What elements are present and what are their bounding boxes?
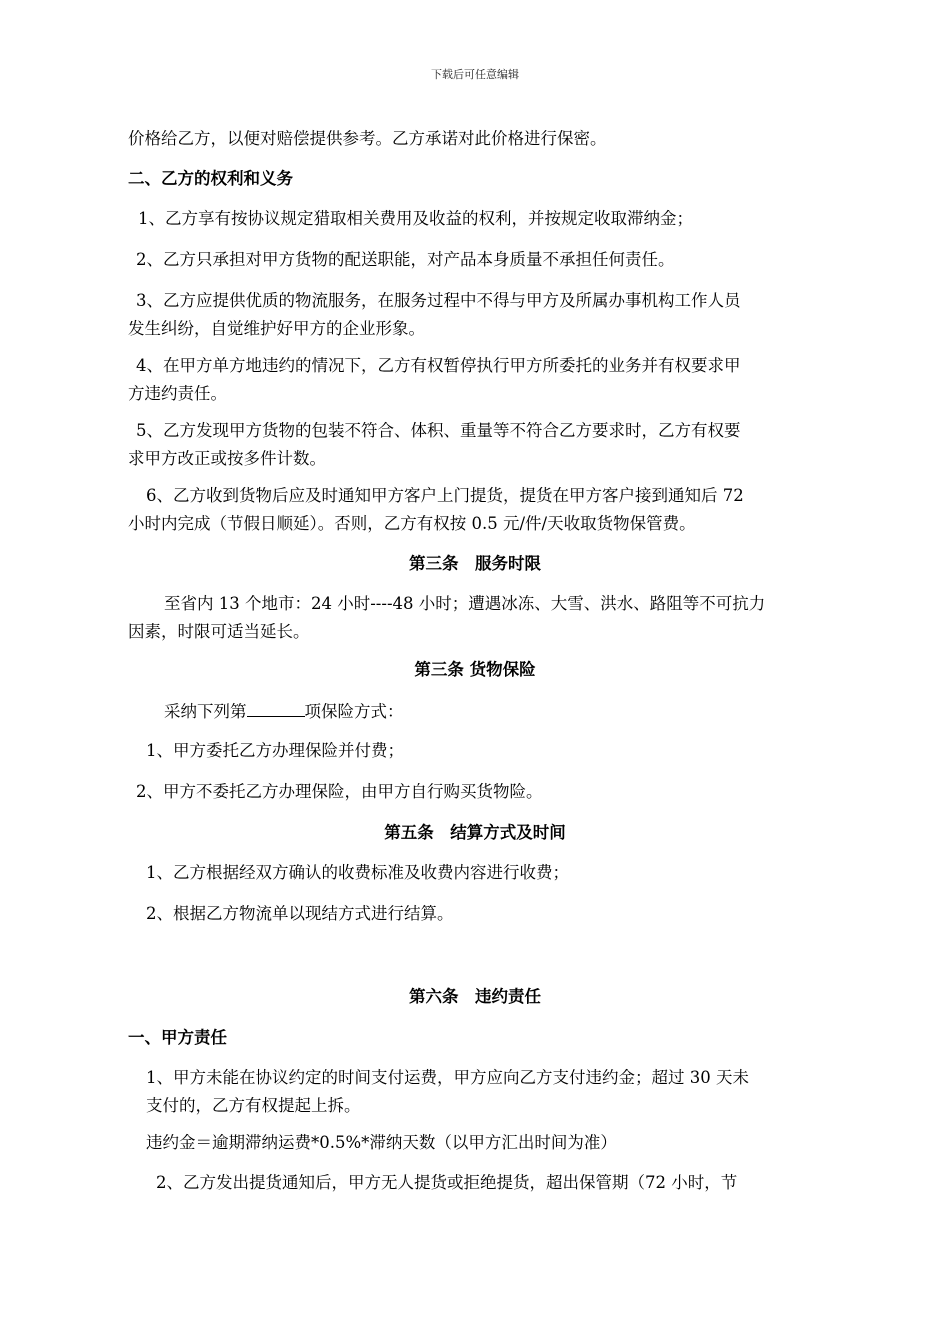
- list-item: 2、乙方只承担对甲方货物的配送职能，对产品本身质量不承担任何责任。: [136, 250, 675, 269]
- list-item: 1、乙方根据经双方确认的收费标准及收费内容进行收费；: [146, 863, 569, 882]
- section-heading: 二、乙方的权利和义务: [128, 169, 293, 188]
- list-item-continuation: 发生纠纷，自觉维护好甲方的企业形象。: [128, 319, 425, 338]
- paragraph-line: 因素，时限可适当延长。: [128, 622, 310, 641]
- article-heading: 第六条 违约责任: [409, 987, 541, 1006]
- list-item: 5、乙方发现甲方货物的包装不符合、体积、重量等不符合乙方要求时，乙方有权要: [136, 421, 741, 440]
- fill-in-blank[interactable]: [247, 696, 305, 717]
- article-heading: 第三条 服务时限: [409, 554, 541, 573]
- list-item-continuation: 支付的，乙方有权提起上拆。: [146, 1096, 361, 1115]
- page-header: 下载后可任意编辑: [431, 68, 519, 81]
- formula-line: 违约金＝逾期滞纳运费*0.5%*滞纳天数（以甲方汇出时间为准）: [146, 1133, 617, 1152]
- list-item: 2、乙方发出提货通知后，甲方无人提货或拒绝提货，超出保管期（72 小时，节: [156, 1173, 738, 1192]
- list-item: 4、在甲方单方地违约的情况下，乙方有权暂停执行甲方所委托的业务并有权要求甲: [136, 356, 741, 375]
- list-item-continuation: 求甲方改正或按多件计数。: [128, 449, 326, 468]
- list-item-continuation: 方违约责任。: [128, 384, 227, 403]
- list-item: 2、根据乙方物流单以现结方式进行结算。: [146, 904, 454, 923]
- list-item: 3、乙方应提供优质的物流服务，在服务过程中不得与甲方及所属办事机构工作人员: [136, 291, 741, 310]
- list-item: 1、甲方未能在协议约定的时间支付运费，甲方应向乙方支付违约金；超过 30 天未: [146, 1068, 749, 1087]
- paragraph-line: 价格给乙方，以便对赔偿提供参考。乙方承诺对此价格进行保密。: [128, 129, 607, 148]
- paragraph-line: 至省内 13 个地市：24 小时----48 小时；遭遇冰冻、大雪、洪水、路阻等不可抗力: [164, 594, 766, 613]
- insurance-choice-prefix: 采纳下列第: [164, 702, 247, 721]
- list-item: 1、乙方享有按协议规定猎取相关费用及收益的权利，并按规定收取滞纳金；: [138, 209, 693, 228]
- article-heading: 第三条 货物保险: [414, 660, 536, 679]
- list-item: 2、甲方不委托乙方办理保险，由甲方自行购买货物险。: [136, 782, 543, 801]
- section-heading: 一、甲方责任: [128, 1028, 227, 1047]
- list-item: 6、乙方收到货物后应及时通知甲方客户上门提货，提货在甲方客户接到通知后 72: [146, 486, 744, 505]
- list-item: 1、甲方委托乙方办理保险并付费；: [146, 741, 404, 760]
- insurance-choice-line: [164, 696, 404, 727]
- insurance-choice-suffix: 项保险方式：: [304, 702, 404, 721]
- list-item-continuation: 小时内完成（节假日顺延）。否则，乙方有权按 0.5 元/件/天收取货物保管费。: [128, 514, 696, 533]
- article-heading: 第五条 结算方式及时间: [384, 823, 566, 842]
